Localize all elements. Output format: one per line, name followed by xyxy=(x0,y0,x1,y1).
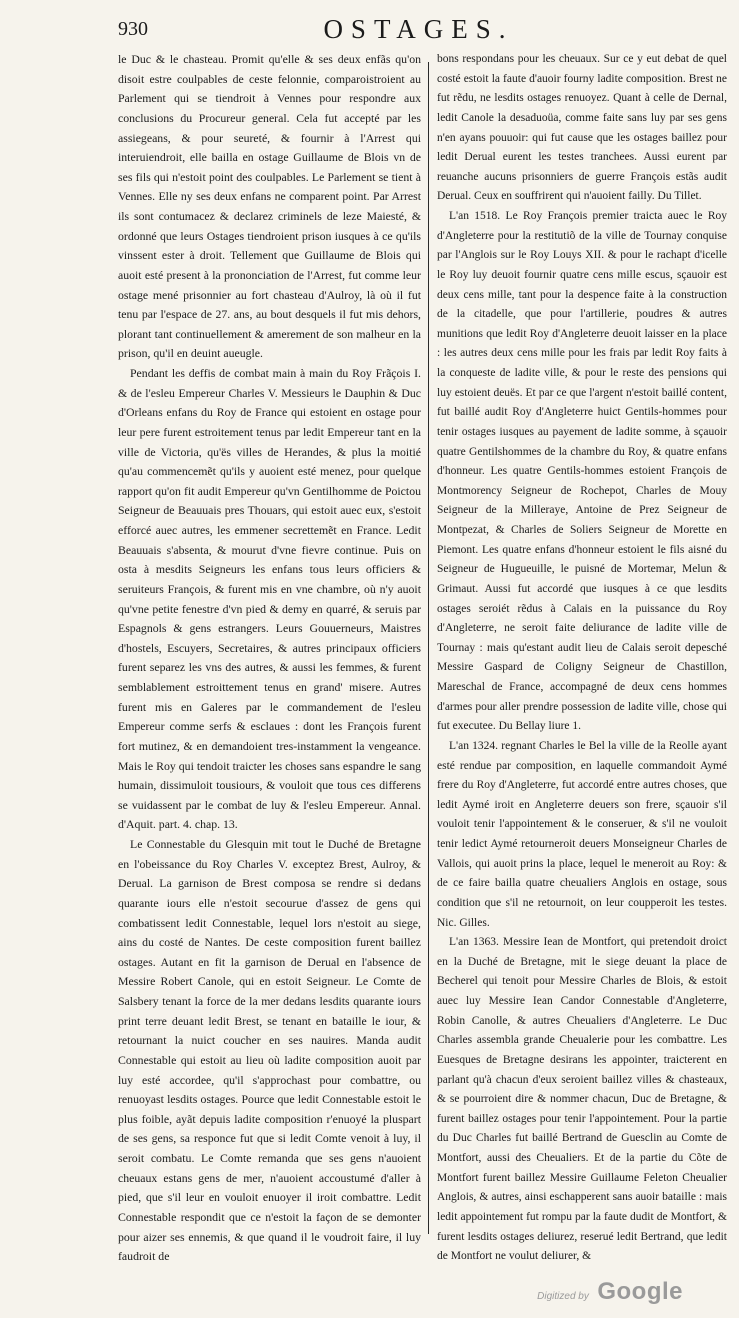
paragraph: Le Connestable du Glesquin mit tout le Duché de Bretagne en l'obeissance du Roy Charles V. exceptez Brest, Aulroy, & Derual. La garnison de Brest composa se rendre si dedans quarante iours elle n'estoit secourue d'assez de gens qui combatissent ledit Connestable, lequel lors n'estoit au siege, ains du costé de Nantes. De ceste composition furent baillez ostages. Autant en fit la garnison de Derual en l'absence de Messire Robert Canole, qui en estoit Seigneur. Le Comte de Salsbery tenant la force de la mer dedans lesdits quarante iours print terre deuant ledit Brest, se tenant en bataille le iour, & retournant la nuict coucher en ses nauires. Manda audit Connestable qui estoit au lieu où ladite composition auoit par luy esté accordee, qu'il s'approchast pour combattre, ou renuoyast lesdits ostages. Pource que ledit Connestable estoit le plus foible, ayãt depuis ladite composition r'enuoyé la pluspart de ses gens, sa responce fut que si ledit Comte venoit à luy, il seroit combatu. Le Comte remanda que ses gens n'auoient cheuaux estans gens de mer, n'auoient accoustumé d'aller à pied, que s'il leur en vouloit enuoyer il iroit combattre. Ledit Connestable respondit que ce n'estoit la façon de se demonter pour aizer ses ennemis, & que quand il le voudroit faire, il luy faudroit de xyxy=(118,837,421,1264)
google-logo: Google xyxy=(597,1278,683,1305)
digitized-by-label: Digitized by xyxy=(537,1291,589,1302)
right-column xyxy=(437,50,727,1267)
page-header xyxy=(118,14,719,48)
left-column xyxy=(118,50,421,1267)
column-divider xyxy=(428,62,429,1234)
paragraph: L'an 1518. Le Roy François premier traicta auec le Roy d'Angleterre pour la restitutiõ de la ville de Tournay conquise par l'Anglois sur le Roy Louys XII. & pour le rachapt d'icelle le Roy luy deuoit fournir quatre cens mille escus, sçauoir est deux cens mille, tant pour la despence faite à la construction de la citadelle, que pour l'artillerie, poudres & autres munitions que ledit Roy d'Angleterre deuoit laisser en la place : les autres deux cens mille pour les frais par ledit Roy faits à la conqueste de ladite ville, & pour le reste des pensions qui luy estoient deuës. Et par ce que l'argent n'estoit baillé content, fut baillé audit Roy d'Angleterre huict Gentils-hommes pour tenir ostages iusques au payement de ladite somme, à sçauoir quatre Gentilshommes de la chambre du Roy, & quatre enfans d'honneur. Les quatre Gentils-hommes estoient François de Montmorency Seigneur de Rochepot, Charles de Mouy Seigneur de la Milleraye, Antoine de Prez Seigneur de Montpezat, & Charles de Soliers Seigneur de Morette en Piemont. Les quatre enfans d'honneur estoient le fils aisné du Seigneur de Hugueuille, le puisné de Mortemar, Melun & Grimaut. Aussi fut accordé que iusques à ce que lesdits ostages seroiét rẽdus à Calais en la puissance du Roy d'Angleterre, ne seroit faite deliurance de ladite ville de Tournay : mais qu'estant audit lieu de Calais seroit depesché Messire Gaspard de Coligny Seigneur de Chastillon, Mareschal de France, accompagné de deux cens hommes d'armes pour aller prendre possession de ladite ville, chose qui fut executee. Du Bellay liure 1. xyxy=(437,210,727,733)
paragraph: Pendant les deffis de combat main à main du Roy Frãçois I. & de l'esleu Empereur Charles V. Messieurs le Dauphin & Duc d'Orleans enfans du Roy de France qui estoient en ostage pour leur pere furent estroitement tenus par ledit Empereur tant en la ville de Victoria, qu'ës villes de Herandes, & plus la moitié qu'au commencemẽt qu'ils y auoient esté menez, pour quelque rapport qu'on fit audit Empereur qu'vn Gentilhomme de Poictou Seigneur de Beauuais pres Thouars, qui estoit auec eux, s'estoit efforcé auec autres, les emmener secrettemẽt en France. Ledit Beauuais s'absenta, & mourut d'vne fievre continue. Puis on osta à mesdits Seigneurs les enfans tous leurs officiers & seruiteurs François, & furent mis en vne chambre, où n'y auoit qu'vne petite fenestre d'vn pied & demy en quarré, & seruis par Espagnols & gens estrangers. Leurs Gouuerneurs, Maistres d'hostels, Escuyers, Secretaires, & autres principaux officiers furent separez les vns des autres, & aussi les femmes, & furent semblablement estroittement tenus en grand' misere. Autres furent mis en Galeres par le commandement de l'esleu Empereur comme serfs & esclaues : dont les François furent fort mutinez, & en demandoient tres-instamment la vengeance. Mais le Roy qui tendoit traicter les choses sans espandre le sang humain, dissimuloit tousiours, & vouloit que tous ces differens se vuidassent par le combat de luy & l'esleu Empereur. Annal. d'Aquit. part. 4. chap. 13. xyxy=(118,366,421,832)
paragraph: L'an 1363. Messire Iean de Montfort, qui pretendoit droict en la Duché de Bretagne, mit le siege deuant la place de Becherel qui tenoit pour Messire Charles de Blois, & estoit auec luy Messire Iean Candor Connestable d'Angleterre, Robin Canolle, & autres Cheualiers d'Angleterre. Le Duc Charles assembla grande Cheualerie pour les combattre. Les Euesques de Bretagne desirans les appointer, traicterent en parlant qu'à chacun d'eux seroient baillez villes & chasteaux, & se pourroient dire & nommer chacun, Duc de Bretagne, & furent baillez ostages pour tenir l'appointement. Pour la partie du Duc Charles fut baillé Bertrand de Guesclin au Comte de Montfort, aussi des Cheualiers. Et de la partie du Cõte de Montfort furent baillez Messire Guillaume Feleton Cheualier Anglois, & autres, ainsi eschapperent sans auoir bataille : mais ledit appointement fut rompu par la faute dudit de Montfort, & furent lesdits ostages deliurez, reserué ledit Bertrand, que ledit de Montfort ne voulut deliurer, & xyxy=(437,936,727,1263)
paragraph: le Duc & le chasteau. Promit qu'elle & ses deux enfãs qu'on disoit estre coulpables de ceste felonnie, comparoistroient au Parlement qui se tiendroit à Vennes pour respondre aux conclusions du Procureur general. Cela fut accepté par les assiegeans, & pour seureté, & fournir à l'Arrest qui interuiendroit, elle bailla en ostage Guillaume de Blois vn de ses fils qui n'estoit point des coulpables. Le Parlement se tient à Vennes. Elle ny ses deux enfans ne comparent point. Par Arrest ils sont contumacez & declarez criminels de leze Maiesté, & ordonné que leurs Ostages tiendroient prison iusques à ce qu'ils vinssent ester à droit. Tellement que Guillaume de Blois qui auoit esté present à la prononciation de l'Arrest, fut comme leur ostage mené prisonnier au fort chasteau d'Aulroy, là où il fut tenu par l'espace de 27. ans, au bout desquels il fut mis dehors, plorant tant continuellement & amerement de son malheur en la prison, qu'il en deuint aueugle. xyxy=(118,52,421,361)
page-number: 930 xyxy=(118,18,148,40)
digitized-by-watermark xyxy=(537,1278,683,1306)
running-title: OSTAGES. xyxy=(323,14,514,44)
paragraph: bons respondans pour les cheuaux. Sur ce y eut debat de quel costé estoit la faute d'auoir fourny ladite composition. Brest ne fut rẽdu, ne lesdits ostages renuoyez. Quant à celle de Dernal, ledit Canole la desaduoüa, comme faite sans luy par ses gens n'en ayans pouuoir: qui fut cause que les ostages baillez pour ledit Derual eurent les testes tranchees. Aussi eurent par reuanche aucuns prisonniers de guerre François estãs audit Derual. Ceux en souffrirent qui n'auoient failly. Du Tillet. xyxy=(437,53,727,203)
paragraph: L'an 1324. regnant Charles le Bel la ville de la Reolle ayant esté rendue par composition, en laquelle commandoit Aymé frere du Roy d'Angleterre, fut accordé entre autres choses, que ledit Aymé iroit en Angleterre deuers son frere, sçauoir s'il vouloit tenir l'appointement & le conseruer, & s'il ne vouloit tenir ledict Aymé retourneroit deuers Monseigneur Charles de Vallois, qui auoit prins la place, lequel le meneroit au Roy: & de ce faire bailla quatre cheualiers Anglois en ostage, sous condition que s'il ne retournoit, on leur coupperoit les testes. Nic. Gilles. xyxy=(437,739,727,929)
